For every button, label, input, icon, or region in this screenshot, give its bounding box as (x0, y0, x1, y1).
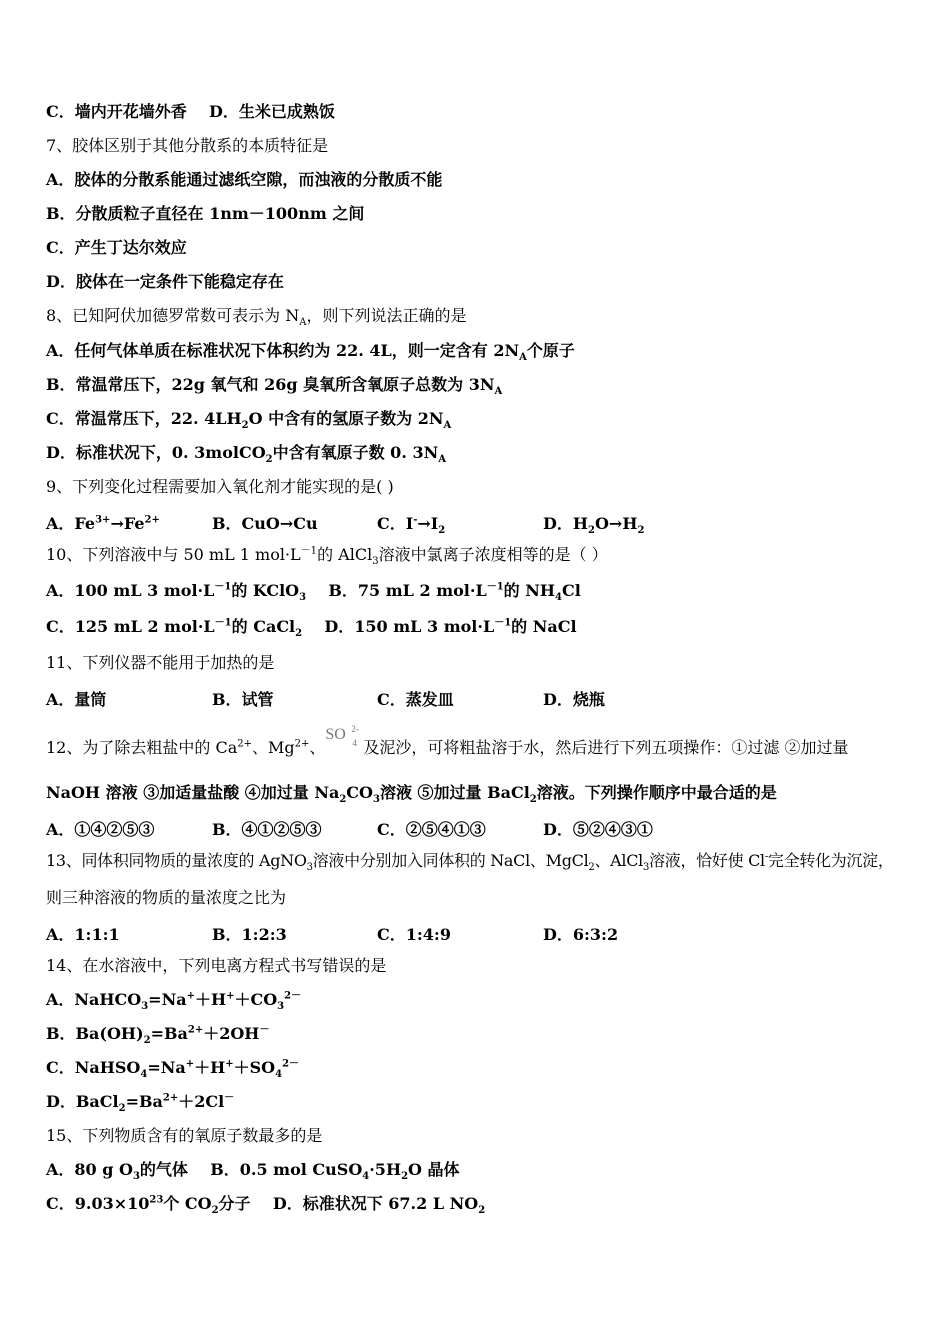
q12-option-a: A．①④②⑤③ (46, 820, 155, 839)
question-12-continued: NaOH 溶液 ③加适量盐酸 ④加过量 $Na_2CO_3$溶液 ⑤加过量 BaCl$_2$溶液。下列操作顺序中最合适的是 (46, 783, 777, 806)
q9-option-d: D．$H_2O\to H_2$ (543, 514, 645, 537)
q13-option-d: D．6:3:2 (543, 925, 619, 944)
question-15: 15、下列物质含有的氧原子数最多的是 (46, 1126, 323, 1145)
question-14: 14、在水溶液中，下列电离方程式书写错误的是 (46, 956, 387, 975)
q10-option-c-d: C．125 mL 2 $mol\cdot L^{-1}$的 CaCl$_2$ D．150 mL 3 $mol\cdot L^{-1}$的 NaCl (46, 617, 577, 640)
q8-option-d: D．标准状况下，0. 3molCO$_2$中含有氧原子数 0. $3N_A$ (46, 443, 446, 466)
q7-option-c: C．产生丁达尔效应 (46, 238, 187, 257)
q7-option-a: A．胶体的分散系能通过滤纸空隙，而浊液的分散质不能 (46, 170, 443, 189)
q8-option-c: C．常温常压下，22. $4LH_2O$ 中含有的氢原子数为 $2N_A$ (46, 409, 452, 432)
q7-option-d: D．胶体在一定条件下能稳定存在 (46, 272, 284, 291)
option-line-c-d (46, 102, 335, 122)
q9-option-a: A．$Fe^{3+}\to Fe^{2+}$ (46, 514, 160, 533)
q11-option-a: A．量筒 (46, 690, 107, 709)
q13-option-b: B．1:2:3 (212, 925, 287, 944)
question-11: 11、下列仪器不能用于加热的是 (46, 653, 275, 672)
question-7: 7、胶体区别于其他分散系的本质特征是 (46, 136, 329, 155)
q8-option-a: A．任何气体单质在标准状况下体积约为 22. 4L，则一定含有 $2N_A$个原子 (46, 341, 575, 364)
question-10: 10、下列溶液中与 50 mL 1 $mol\cdot L^{-1}$的 AlCl$_3$溶液中氯离子浓度相等的是（ ） (46, 545, 608, 568)
q9-option-c: C．$I^-\to I_2$ (377, 514, 446, 537)
q15-option-c-d: C．$9.03\times 10^{23}$个 $CO_2$分子 D．标准状况下 67.2 L $NO_2$ (46, 1194, 486, 1217)
question-13: 13、同体积同物质的量浓度的 AgNO$_3$溶液中分别加入同体积的 NaCl、MgCl$_2$、AlCl$_3$溶液，恰好使 Cl-完全转化为沉淀， (46, 851, 894, 874)
sulfate-formula-image: SO 2- 4 (325, 724, 359, 748)
question-9: 9、下列变化过程需要加入氧化剂才能实现的是( ) (46, 477, 394, 496)
q11-option-b: B．试管 (212, 690, 274, 709)
q14-option-c: C．$NaHSO_4=Na^++H^++SO_4^{2-}$ (46, 1058, 300, 1081)
q12-option-b: B．④①②⑤③ (212, 820, 322, 839)
q11-option-c: C．蒸发皿 (377, 690, 454, 709)
q9-option-b: B．CuO→Cu (212, 514, 318, 533)
q11-option-d: D．烧瓶 (543, 690, 605, 709)
q15-option-a-b: A．80 g $O_3$的气体 B．0.5 mol $CuSO_4\cdot 5H_2O$ 晶体 (46, 1160, 460, 1183)
q14-option-b: B．$Ba(OH)_2=Ba^{2+}+2OH^-$ (46, 1024, 270, 1047)
q13-option-c: C．1:4:9 (377, 925, 451, 944)
q14-option-a: A．$NaHCO_3=Na^++H^++CO_3^{2-}$ (46, 990, 302, 1013)
question-8: 8、已知阿伏加德罗常数可表示为 $N_A$，则下列说法正确的是 (46, 306, 467, 329)
q13-option-a: A．1:1:1 (46, 925, 120, 944)
q14-option-d: D．$BaCl_2=Ba^{2+}+2Cl^-$ (46, 1092, 235, 1115)
q12-option-c: C．②⑤④①③ (377, 820, 486, 839)
q8-option-b: B．常温常压下，22g 氧气和 26g 臭氧所含氧原子总数为 $3N_A$ (46, 375, 503, 398)
q7-option-b: B．分散质粒子直径在 1nm－100nm 之间 (46, 204, 365, 223)
q12-option-d: D．⑤②④③① (543, 820, 653, 839)
question-12: 12、为了除去粗盐中的 $Ca^{2+}$、$Mg^{2+}$、 SO 2- 4 及泥沙，可将粗盐溶于水，然后进行下列五项操作：①过滤 ②加过量 (46, 724, 849, 757)
option-c: C．墙内开花墙外香 (46, 102, 187, 121)
question-13-continued: 则三种溶液的物质的量浓度之比为 (46, 888, 287, 907)
option-d: D．生米已成熟饭 (209, 102, 335, 121)
q10-option-a-b: A．100 mL 3 $mol\cdot L^{-1}$的 KClO$_3$ B．75 mL 2 $mol\cdot L^{-1}$的 $NH_4Cl$ (46, 581, 581, 604)
